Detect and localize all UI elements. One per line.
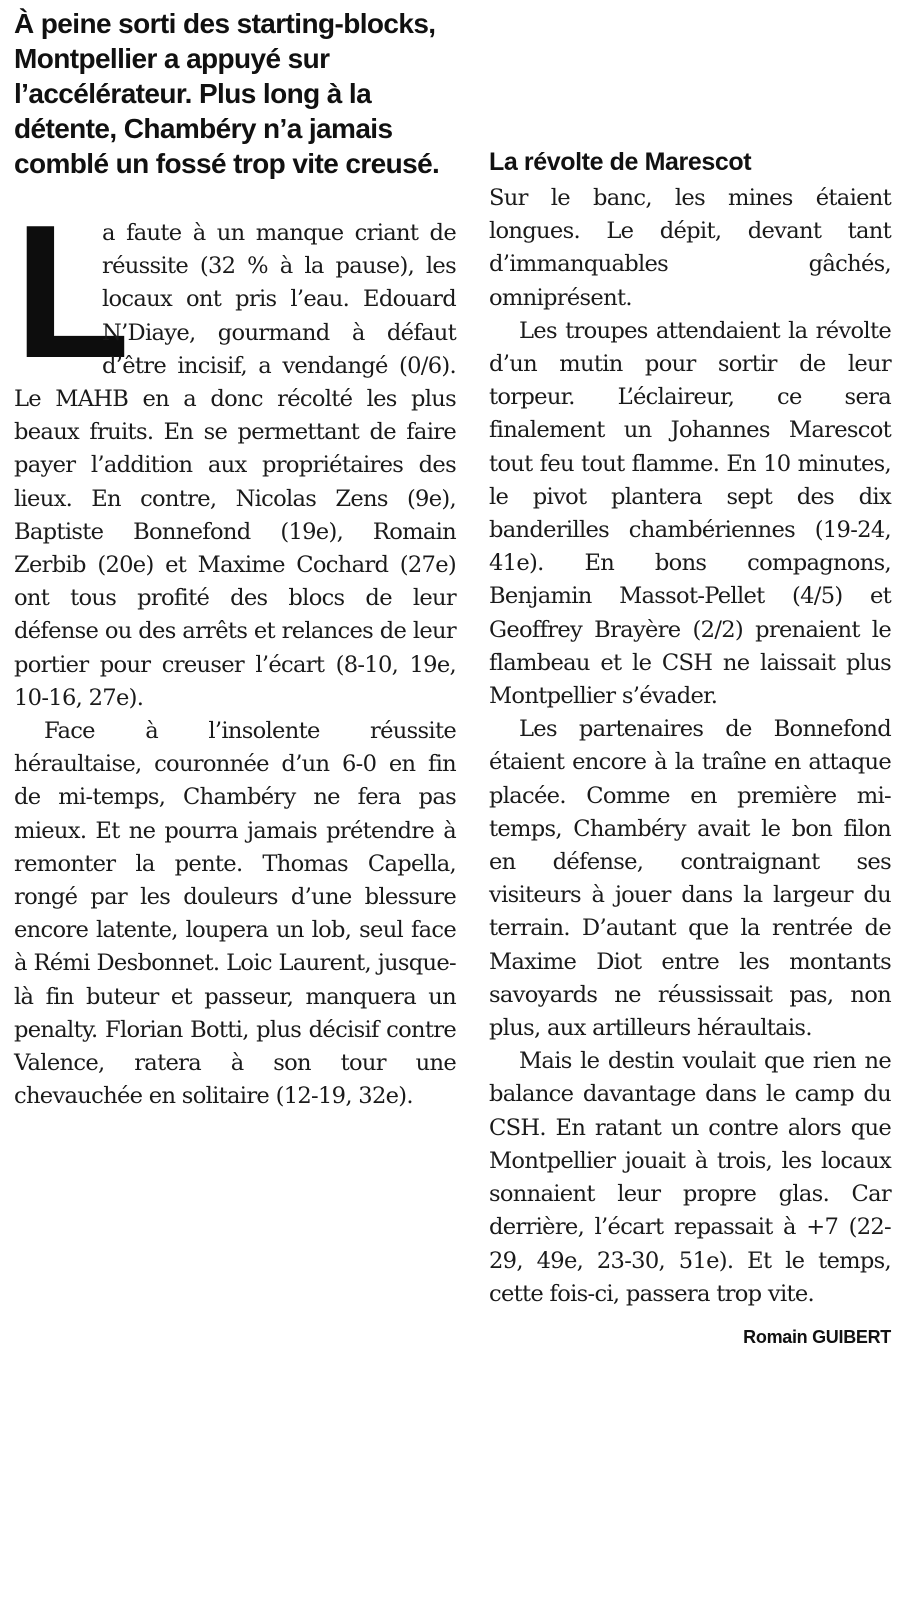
body-paragraph: Les partenaires de Bonnefond étaient encore à la traîne en attaque placée. Comme en première mi-temps, Chambéry avait le bon filon en défense, contraignant ses visiteurs à jouer dans la largeur du terrain. D’autant que la rentrée de Maxime Diot entre les montants savoyards ne réussissait pas, non plus, aux artilleurs héraultais. <box>489 716 891 1042</box>
article-lede: À peine sorti des starting-blocks, Montpellier a appuyé sur l’accélérateur. Plus long à la détente, Chambéry n’a jamais comblé un fossé trop vite creusé. <box>14 8 440 179</box>
section-subhead: La révolte de Marescot <box>489 148 752 176</box>
body-paragraph: Sur le banc, les mines étaient longues. Le dépit, devant tant d’immanquables gâchés, omniprésent. <box>489 185 891 311</box>
byline-last-name: GUIBERT <box>812 1326 891 1347</box>
byline <box>489 1325 891 1349</box>
body-paragraph: Les troupes attendaient la révolte d’un mutin pour sortir de leur torpeur. L’éclaireur, ce sera finalement un Johannes Marescot tout feu tout flamme. En 10 minutes, le pivot plantera sept des dix banderilles chambériennes (19-24, 41e). En bons compagnons, Benjamin Massot-Pellet (4/5) et Geoffrey Brayère (2/2) prenaient le flambeau et le CSH ne laissait plus Montpellier s’évader. <box>489 317 891 710</box>
body-paragraph: Face à l’insolente réussite héraultaise, couronnée d’un 6-0 en fin de mi-temps, Chambéry ne fera pas mieux. Et ne pourra jamais prétendre à remonter la pente. Thomas Capella, rongé par les douleurs d’une blessure encore latente, loupera un lob, seul face à Rémi Desbonnet. Loic Laurent, jusque-là fin buteur et passeur, manquera un penalty. Florian Botti, plus décisif contre Valence, ratera à son tour une chevauchée en solitaire (12-19, 32e). <box>14 718 456 1110</box>
right-body <box>489 182 891 1311</box>
byline-first-name: Romain <box>743 1326 808 1347</box>
right-column <box>489 0 891 1349</box>
left-body <box>14 186 456 1113</box>
body-paragraph: Mais le destin voulait que rien ne balance davantage dans le camp du CSH. En ratant un contre alors que Montpellier jouait à trois, les locaux sonnaient leur propre glas. Car derrière, l’écart repassait à +7 (22-29, 49e, 23-30, 51e). Et le temps, cette fois-ci, passera trop vite. <box>489 1048 891 1307</box>
left-column <box>14 0 456 1113</box>
paragraph-text: a faute à un manque criant de réussite (32 % à la pause), les locaux ont pris l’eau. Edouard N’Diaye, gourmand à défaut d’être incisif, a vendangé (0/6). Le MAHB en a donc récolté les plus beaux fruits. En se permettant de faire payer l’addition aux propriétaires des lieux. En contre, Nicolas Zens (9e), Baptiste Bonnefond (19e), Romain Zerbib (20e) et Maxime Cochard (27e) ont tous profité des blocs de leur défense ou des arrêts et relances de leur portier pour creuser l’écart (8-10, 19e, 10-16, 27e). <box>14 220 456 711</box>
body-paragraph <box>14 186 456 715</box>
drop-cap: L <box>14 186 130 398</box>
